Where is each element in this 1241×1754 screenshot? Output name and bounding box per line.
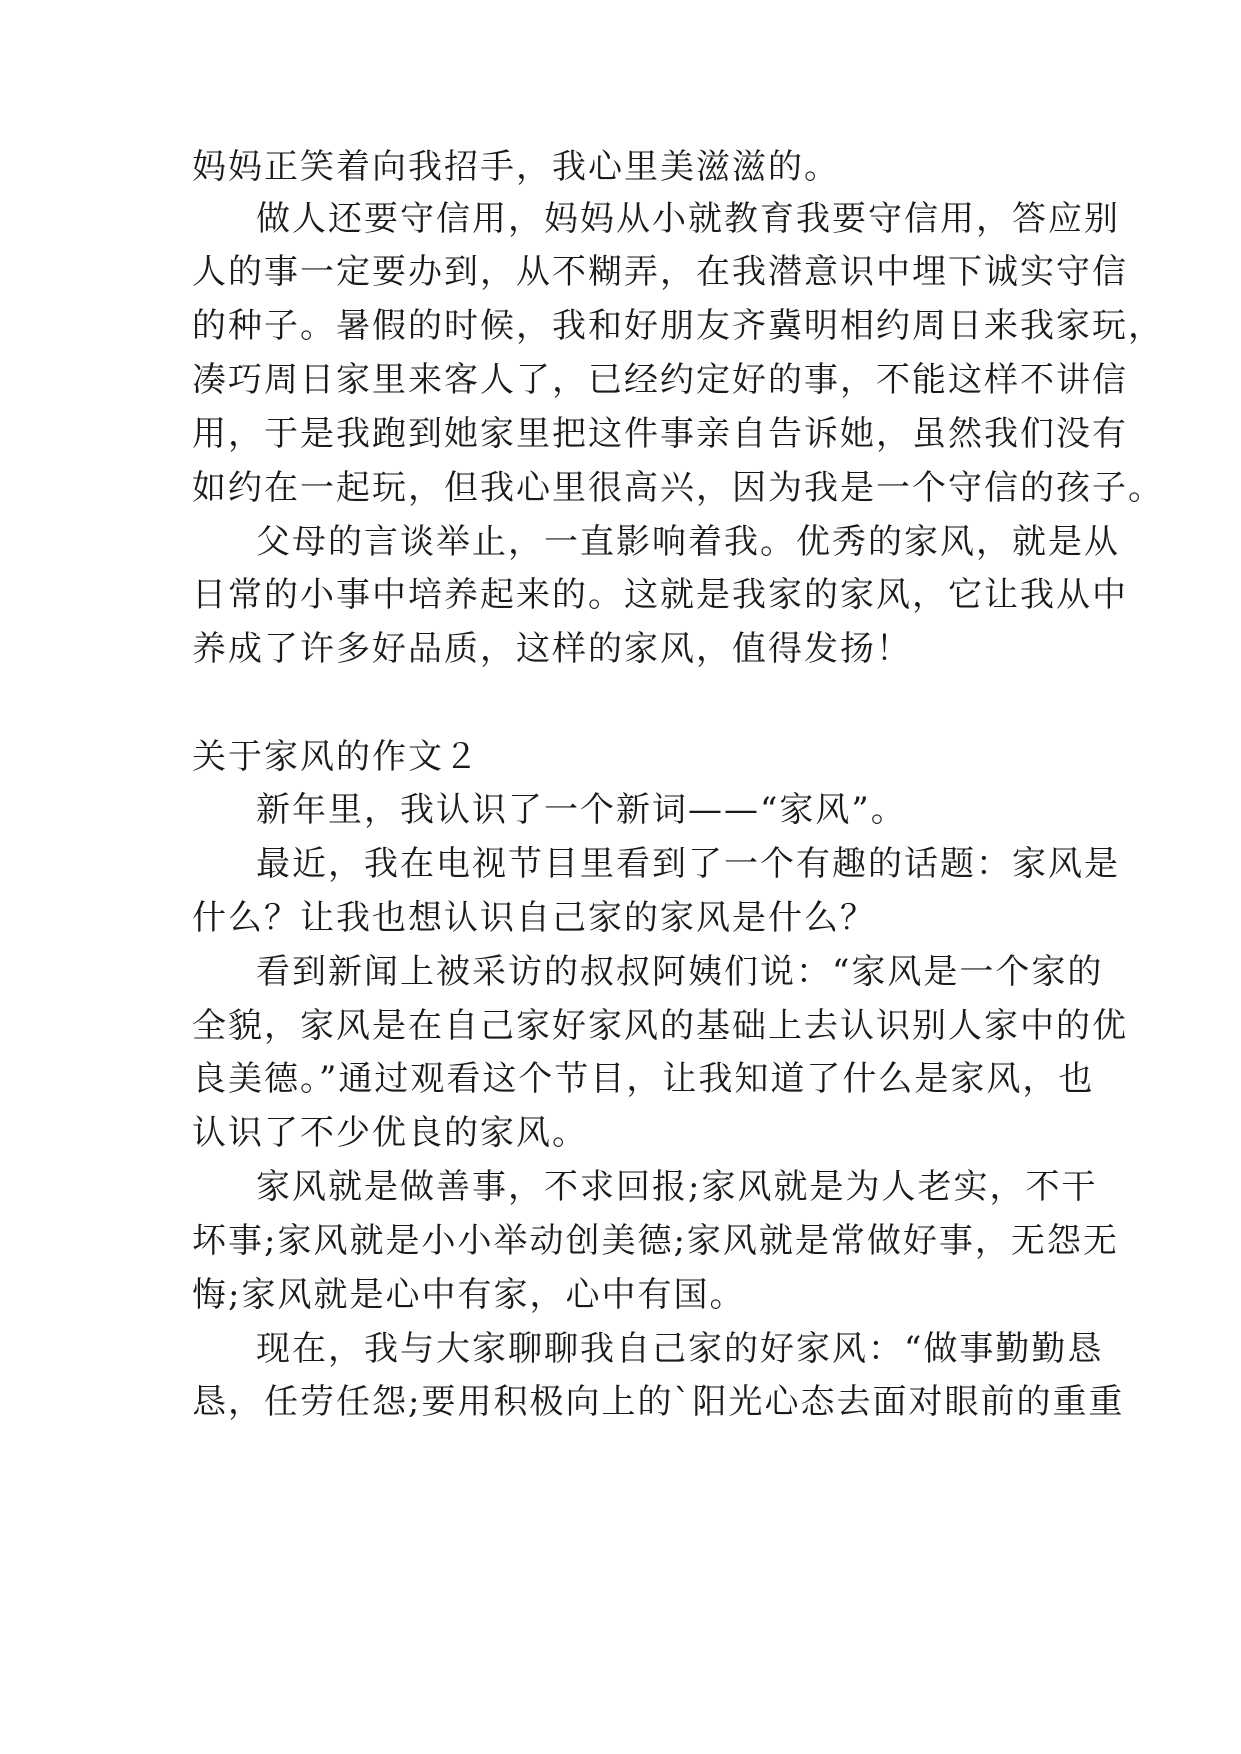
text-line: 全貌，家风是在自己家好家风的基础上去认识别人家中的优 — [192, 1006, 1128, 1046]
text-line: 恳，任劳任怨;要用积极向上的`阳光心态去面对眼前的重重 — [192, 1382, 1125, 1422]
text-line: 人的事一定要办到，从不糊弄，在我潜意识中埋下诚实守信 — [192, 252, 1128, 292]
paragraph-start-line: 现在，我与大家聊聊我自己家的好家风：“做事勤勤恳 — [256, 1329, 1104, 1369]
text-line: 的种子。暑假的时候，我和好朋友齐冀明相约周日来我家玩， — [192, 306, 1164, 346]
text-line: 凑巧周日家里来客人了，已经约定好的事，不能这样不讲信 — [192, 360, 1128, 400]
text-line: 妈妈正笑着向我招手，我心里美滋滋的。 — [192, 147, 840, 187]
text-line: 良美德。”通过观看这个节目，让我知道了什么是家风，也 — [192, 1059, 1095, 1099]
paragraph-start-line: 家风就是做善事，不求回报;家风就是为人老实，不干 — [256, 1167, 1098, 1207]
text-line: 如约在一起玩，但我心里很高兴，因为我是一个守信的孩子。 — [192, 468, 1164, 508]
text-line: 用，于是我跑到她家里把这件事亲自告诉她，虽然我们没有 — [192, 414, 1128, 454]
text-line: 悔;家风就是心中有家，心中有国。 — [192, 1275, 746, 1315]
paragraph-start-line: 父母的言谈举止，一直影响着我。优秀的家风，就是从 — [256, 522, 1120, 562]
paragraph-start-line: 最近，我在电视节目里看到了一个有趣的话题：家风是 — [256, 844, 1120, 884]
paragraph-start-line: 做人还要守信用，妈妈从小就教育我要守信用，答应别 — [256, 199, 1120, 239]
text-line: 坏事;家风就是小小举动创美德;家风就是常做好事，无怨无 — [192, 1221, 1119, 1261]
section-heading: 关于家风的作文２ — [192, 737, 480, 777]
paragraph-start-line: 新年里，我认识了一个新词——“家风”。 — [256, 790, 907, 830]
text-line: 认识了不少优良的家风。 — [192, 1113, 588, 1153]
paragraph-start-line: 看到新闻上被采访的叔叔阿姨们说：“家风是一个家的 — [256, 952, 1104, 992]
text-line: 养成了许多好品质，这样的家风，值得发扬！ — [192, 629, 912, 669]
text-line: 什么？让我也想认识自己家的家风是什么？ — [192, 898, 876, 938]
text-line: 日常的小事中培养起来的。这就是我家的家风，它让我从中 — [192, 575, 1128, 615]
